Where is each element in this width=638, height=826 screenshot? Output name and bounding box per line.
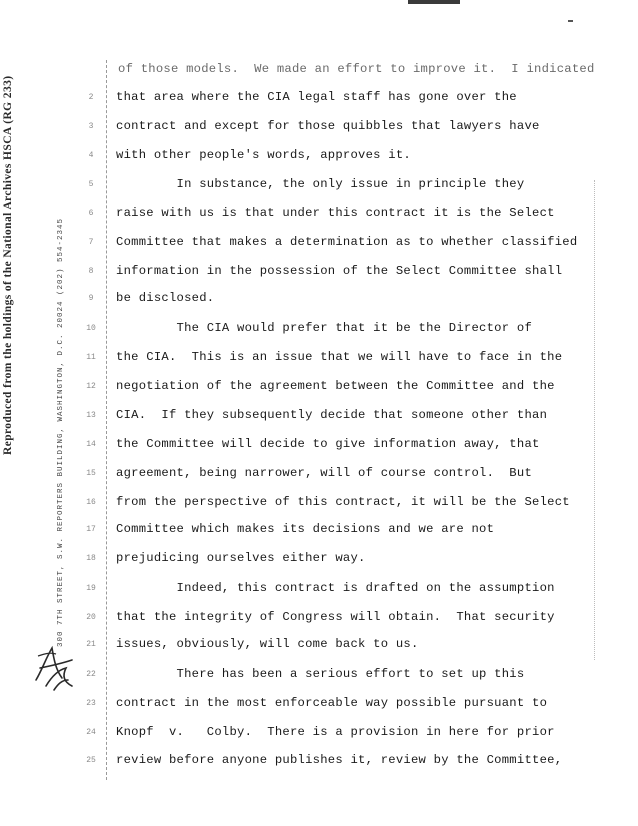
line-number: 6 (88, 209, 94, 218)
transcript-line: The CIA would prefer that it be the Director of (116, 321, 533, 335)
line-number: 17 (86, 525, 96, 534)
line-number: 18 (86, 554, 96, 563)
line-number: 20 (86, 613, 96, 622)
line-number: 15 (86, 469, 96, 478)
transcript-line: with other people's words, approves it. (116, 148, 411, 162)
transcript-line: be disclosed. (116, 291, 215, 305)
transcript-line: prejudicing ourselves either way. (116, 551, 366, 565)
transcript-line: CIA. If they subsequently decide that someone other than (116, 408, 548, 422)
transcript-line: that area where the CIA legal staff has gone over the (116, 90, 517, 104)
line-number: 22 (86, 670, 96, 679)
transcript-line: Indeed, this contract is drafted on the assumption (116, 581, 555, 595)
line-number: 19 (86, 584, 96, 593)
line-number: 23 (86, 699, 96, 708)
transcript-line: that the integrity of Congress will obtain. That security (116, 610, 555, 624)
line-number: 21 (86, 640, 96, 649)
transcript-line: Knopf v. Colby. There is a provision in here for prior (116, 725, 555, 739)
line-number: 11 (86, 353, 96, 362)
transcript-line: negotiation of the agreement between the Committee and the (116, 379, 555, 393)
top-edge-mark (408, 0, 460, 4)
transcript-line: In substance, the only issue in principle they (116, 177, 525, 191)
line-number: 10 (86, 324, 96, 333)
corner-speck (568, 20, 573, 22)
line-number: 7 (88, 238, 94, 247)
line-number: 12 (86, 382, 96, 391)
right-margin-rule (594, 180, 595, 660)
line-number-divider (106, 60, 107, 780)
transcript-line: Committee which makes its decisions and we are not (116, 522, 495, 536)
transcript-line: review before anyone publishes it, review by the Committee, (116, 753, 563, 767)
transcript-line: There has been a serious effort to set up this (116, 667, 525, 681)
transcript-line: from the perspective of this contract, it will be the Select (116, 495, 570, 509)
line-number: 14 (86, 440, 96, 449)
line-number: 16 (86, 498, 96, 507)
transcript-line: information in the possession of the Select Committee shall (116, 264, 563, 278)
transcript-line: contract in the most enforceable way possible pursuant to (116, 696, 548, 710)
line-number: 13 (86, 411, 96, 420)
line-number: 24 (86, 728, 96, 737)
transcript-line: Committee that makes a determination as to whether classified (116, 235, 578, 249)
reporter-address: 300 7TH STREET, S.W. REPORTERS BUILDING, WASHINGTON, D.C. 20024 (202) 554-2345 (57, 217, 65, 647)
transcript-line: the Committee will decide to give information away, that (116, 437, 540, 451)
transcript-line: raise with us is that under this contract it is the Select (116, 206, 555, 220)
line-number: 9 (88, 294, 94, 303)
line-number: 3 (88, 122, 94, 131)
line-number: 8 (88, 267, 94, 276)
line-number: 2 (88, 93, 94, 102)
transcript-line: of those models. We made an effort to improve it. I indicated (118, 62, 595, 76)
transcript-line: the CIA. This is an issue that we will have to face in the (116, 350, 563, 364)
transcript-line: issues, obviously, will come back to us. (116, 637, 419, 651)
transcript-line: contract and except for those quibbles that lawyers have (116, 119, 540, 133)
line-number: 25 (86, 756, 96, 765)
archive-stamp: Reproduced from the holdings of the National Archives HSCA (RG 233) (2, 75, 14, 455)
handwritten-initials (32, 640, 80, 694)
transcript-line: agreement, being narrower, will of course control. But (116, 466, 533, 480)
line-number: 5 (88, 180, 94, 189)
line-number: 4 (88, 151, 94, 160)
